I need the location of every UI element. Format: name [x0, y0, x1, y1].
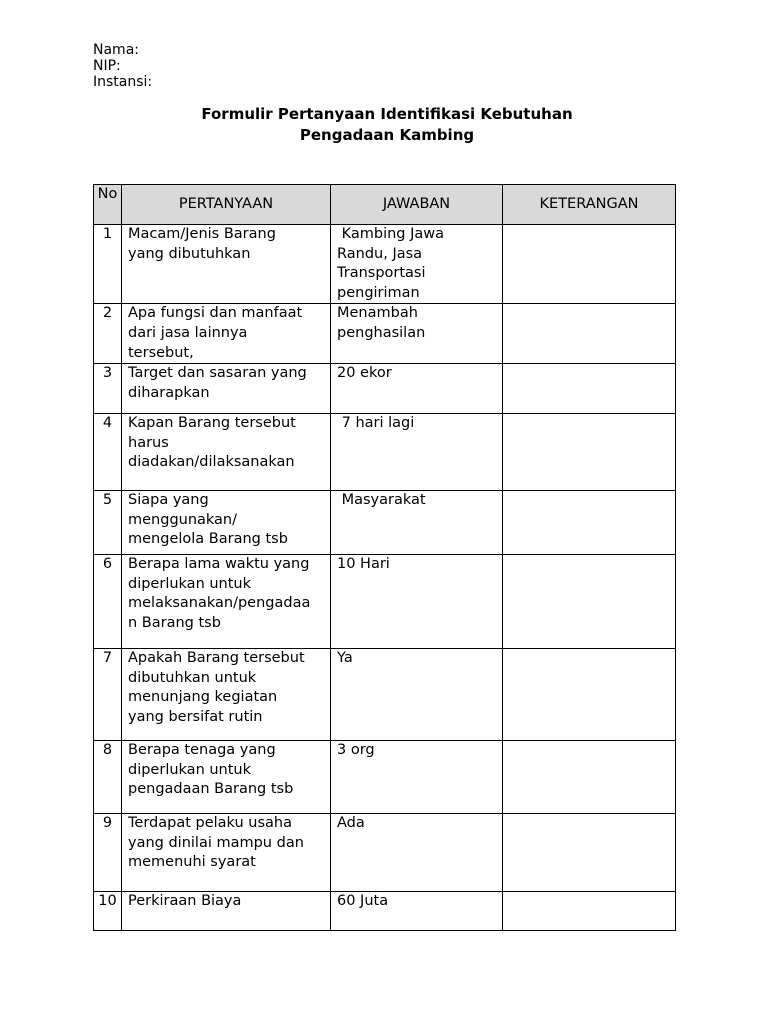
column-header-keterangan: KETERANGAN: [503, 185, 676, 225]
question-cell: [122, 555, 331, 649]
question-cell-line: diperlukan untuk: [128, 575, 252, 592]
question-cell-line: Macam/Jenis Barang: [128, 226, 276, 242]
row-number: 8: [94, 741, 122, 814]
answer-cell: [331, 814, 503, 892]
form-title-line-2: Pengadaan Kambing: [299, 126, 475, 144]
row-number: 2: [94, 304, 122, 364]
answer-cell-line: 20 ekor: [337, 365, 392, 382]
answer-cell: [331, 741, 503, 814]
question-cell-line: yang dinilai mampu dan: [128, 834, 304, 851]
question-cell: [122, 814, 331, 892]
row-number: 5: [94, 491, 122, 555]
question-cell-line: dibutuhkan untuk: [128, 669, 257, 686]
answer-cell: [331, 225, 503, 304]
question-cell-line: Siapa yang: [128, 492, 209, 509]
column-header-jawaban: JAWABAN: [331, 185, 503, 225]
note-cell: [503, 741, 676, 814]
answer-cell-line: 10 Hari: [337, 556, 390, 573]
answer-cell-line: Ada: [337, 815, 365, 832]
question-cell-line: tersebut,: [128, 344, 194, 361]
answer-cell: [331, 414, 503, 491]
table-row: [94, 304, 676, 364]
column-header-no: No: [94, 185, 122, 225]
question-cell-line: memenuhi syarat: [128, 854, 256, 871]
nip-label: NIP:: [93, 58, 121, 74]
table-row: [94, 649, 676, 741]
answer-cell: [331, 304, 503, 364]
table-body: [94, 225, 676, 931]
question-cell-line: menggunakan/: [128, 511, 238, 528]
table-row: [94, 225, 676, 304]
question-cell: [122, 414, 331, 491]
question-cell: [122, 364, 331, 414]
note-cell: [503, 555, 676, 649]
answer-cell-line: pengiriman: [337, 284, 420, 301]
form-title-line-1: Formulir Pertanyaan Identifikasi Kebutuhan: [201, 105, 573, 123]
row-number: 9: [94, 814, 122, 892]
answer-cell-line: 7 hari lagi: [337, 415, 415, 432]
row-number: 1: [94, 225, 122, 304]
answer-cell-line: penghasilan: [337, 324, 426, 341]
instansi-label: Instansi:: [93, 74, 153, 90]
question-cell-line: diperlukan untuk: [128, 761, 252, 778]
row-number: 7: [94, 649, 122, 741]
question-cell-line: yang dibutuhkan: [128, 245, 251, 262]
question-cell-line: menunjang kegiatan: [128, 689, 278, 706]
note-cell: [503, 414, 676, 491]
answer-cell: [331, 555, 503, 649]
answer-cell: [331, 364, 503, 414]
answer-cell: [331, 892, 503, 931]
table-row: [94, 892, 676, 931]
column-header-pertanyaan: PERTANYAAN: [122, 185, 331, 225]
answer-cell: [331, 491, 503, 555]
question-cell-line: Kapan Barang tersebut: [128, 415, 296, 432]
note-cell: [503, 892, 676, 931]
question-cell-line: Terdapat pelaku usaha: [128, 815, 292, 832]
note-cell: [503, 364, 676, 414]
question-cell-line: Target dan sasaran yang: [128, 365, 307, 382]
question-cell-line: n Barang tsb: [128, 614, 221, 631]
question-cell-line: Berapa lama waktu yang: [128, 556, 310, 573]
note-cell: [503, 304, 676, 364]
table-row: [94, 414, 676, 491]
question-cell-line: Apa fungsi dan manfaat: [128, 305, 303, 322]
table-row: [94, 491, 676, 555]
answer-cell-line: Ya: [337, 650, 353, 667]
row-number: 3: [94, 364, 122, 414]
question-cell-line: Berapa tenaga yang: [128, 742, 276, 759]
question-cell: [122, 892, 331, 931]
question-cell: [122, 741, 331, 814]
note-cell: [503, 491, 676, 555]
question-cell-line: dari jasa lainnya: [128, 324, 248, 341]
table-row: [94, 741, 676, 814]
answer-cell-line: Transportasi: [337, 265, 426, 282]
question-cell: [122, 225, 331, 304]
question-cell: [122, 649, 331, 741]
question-cell-line: diharapkan: [128, 384, 210, 401]
answer-cell-line: 3 org: [337, 742, 375, 759]
answer-cell-line: Masyarakat: [337, 492, 426, 509]
note-cell: [503, 814, 676, 892]
nama-label: Nama:: [93, 42, 139, 58]
answer-cell-line: Kambing Jawa: [337, 226, 445, 242]
question-cell-line: yang bersifat rutin: [128, 708, 263, 725]
table-row: [94, 814, 676, 892]
question-cell-line: melaksanakan/pengadaa: [128, 595, 311, 612]
question-cell-line: Perkiraan Biaya: [128, 893, 242, 910]
question-cell-line: Apakah Barang tersebut: [128, 650, 305, 667]
question-cell: [122, 491, 331, 555]
table-row: [94, 364, 676, 414]
row-number: 10: [94, 892, 122, 931]
table-header-row: [94, 185, 676, 225]
note-cell: [503, 649, 676, 741]
question-cell-line: diadakan/dilaksanakan: [128, 454, 295, 471]
row-number: 4: [94, 414, 122, 491]
identification-table: [93, 184, 676, 931]
question-cell-line: mengelola Barang tsb: [128, 531, 288, 548]
note-cell: [503, 225, 676, 304]
answer-cell: [331, 649, 503, 741]
table-row: [94, 555, 676, 649]
form-title: [93, 104, 681, 146]
question-cell-line: harus: [128, 434, 169, 451]
row-number: 6: [94, 555, 122, 649]
answer-cell-line: 60 Juta: [337, 893, 389, 910]
answer-cell-line: Randu, Jasa: [337, 245, 423, 262]
respondent-info: [93, 42, 152, 90]
question-cell: [122, 304, 331, 364]
answer-cell-line: Menambah: [337, 305, 418, 322]
question-cell-line: pengadaan Barang tsb: [128, 781, 294, 798]
